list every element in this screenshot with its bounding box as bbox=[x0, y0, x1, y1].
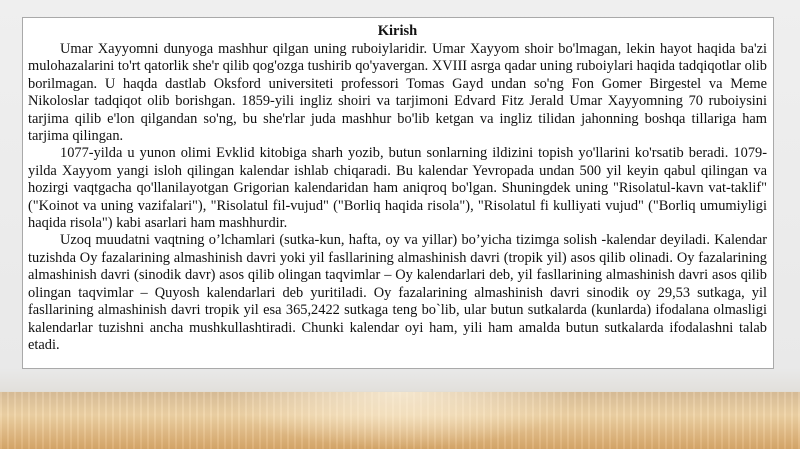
floor-light-glow bbox=[220, 392, 580, 449]
page-title: Kirish bbox=[377, 23, 418, 39]
paragraph-1: Umar Xayyomni dunyoga mashhur qilgan uning ruboiylaridir. Umar Xayyom shoir bo'lmagan, lekin hayot haqida ba'zi mulohazalarini to'rt qatorlik she'r qilib qog'ozga tushirib qo'yavergan. XVIII asrga qadar uning ruboiylari haqida tadqiqotlar olib borilmagan. U haqda dastlab Oksford universiteti professori Tomas Gayd undan so'ng Fon Gomer Birgestel va Meme Nikoloslar tadqiqot olib borishgan. 1859-yili ingliz shoiri va tarjimoni Edvard Fitz Jerald Umar Xayyomning 70 ruboiysini tarjima qilib e'lon qilgandan so'ng, bu she'rlar juda mashhur bo'lib ketgan va ingliz tilidan jahonning boshqa tillariga ham tarjima qilingan. bbox=[28, 41, 767, 145]
content-text-box bbox=[22, 17, 774, 369]
paragraph-2: 1077-yilda u yunon olimi Evklid kitobiga sharh yozib, butun sonlarning ildizini topish yo'llarini ko'rsatib beradi. 1079-yilda Xayyom yangi isloh qilingan kalendar ishlab chiqaradi. Bu kalendar Yevropada undan 500 yil keyin qabul qilingan va hozirgi vaqtgacha qo'llanilayotgan Grigorian kalendaridan ham aniqroq bo'lgan. Shuningdek uning "Risolatul-kavn vat-taklif" ("Koinot va uning vazifalari"), "Risolatul fil-vujud" ("Borliq haqida risola"), "Risolatul fi kulliyati vujud" ("Borliq umumiyligi haqida risola") kabi asarlari ham mashhurdir. bbox=[28, 145, 767, 232]
paragraph-3: Uzoq muudatni vaqtning o’lchamlari (sutka-kun, hafta, oy va yillar) bo’yicha tizimga solish -kalendar deyiladi. Kalendar tuzishda Oy fazalarining almashinish davri yoki yil fasllarining almashinish davri (tropik yil) asos qilib olinadi. Oy fazalarining almashinish davri (sinodik davr) asos qilib olingan taqvimlar – Oy kalendarlari deb, yil fasllarining almashinish davri asos qilib olingan taqvimlar – Quyosh kalendarlari deb yuritiladi. Oy fazalarining almashinish davri sinodik oy 29,53 sutkaga, yil fasllarining almashinish davri tropik yil esa 365,2422 sutkaga teng bo`lib, ular butun sutkalarda (kunlarda) ifodalana olmasligi kalendarlar tuzishni ancha mushkullashtiradi. Chunki kalendar oyi ham, yili ham amalda butun sutkalarda ifodalashni talab etadi. bbox=[28, 232, 767, 353]
